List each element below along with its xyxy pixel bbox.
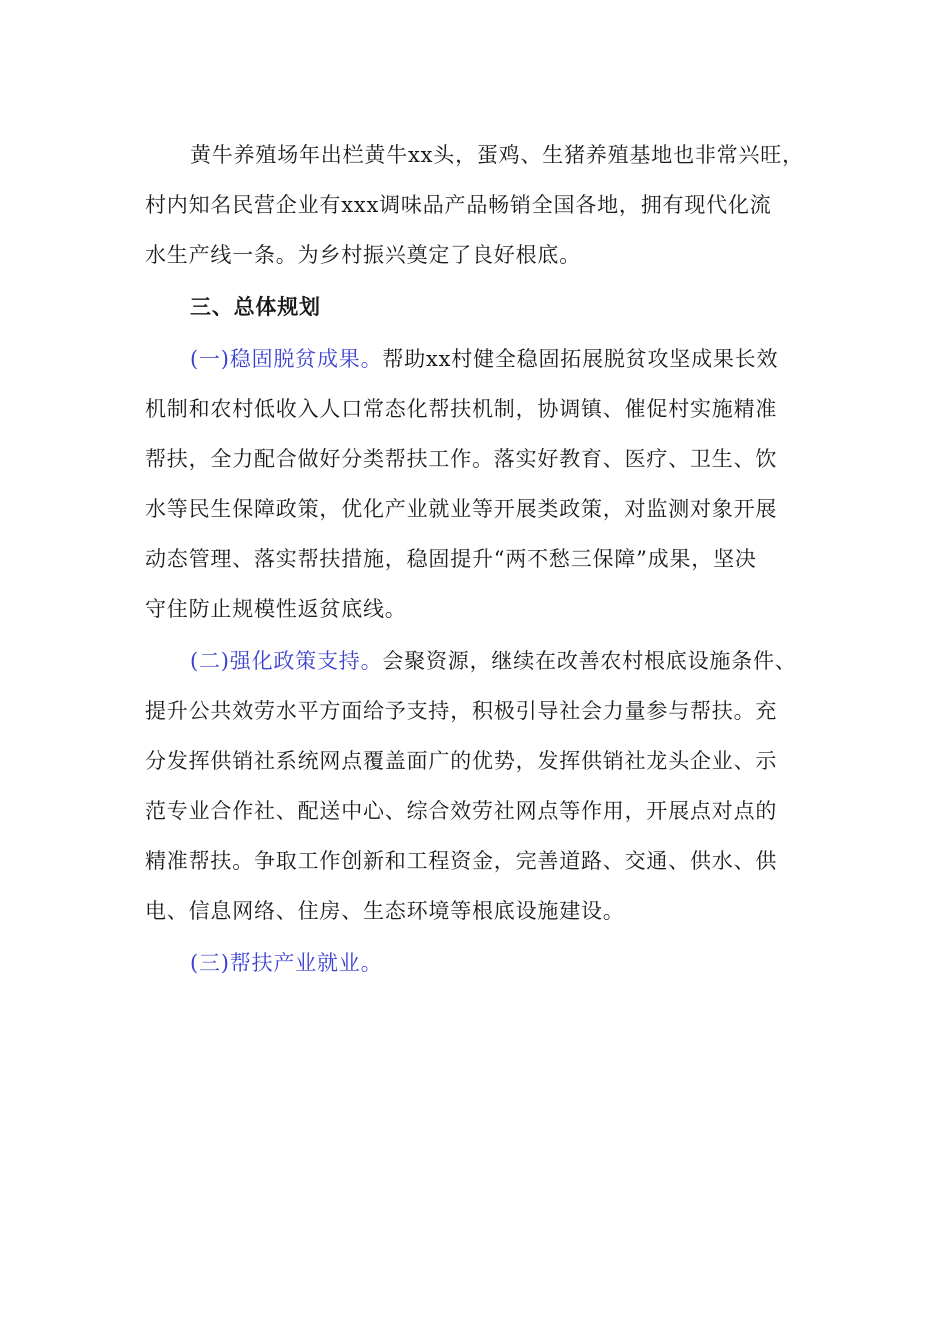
body-text-line: 精准帮扶。争取工作创新和工程资金，完善道路、交通、供水、供 [145, 849, 778, 873]
paragraph-first-line [190, 646, 797, 676]
body-text-line: 水生产线一条。为乡村振兴奠定了良好根底。 [145, 243, 581, 267]
body-text-line: 村内知名民营企业有xxx调味品产品畅销全国各地，拥有现代化流 [145, 193, 772, 217]
body-text-line: 分发挥供销社系统网点覆盖面广的优势，发挥供销社龙头企业、示 [145, 749, 778, 773]
body-text-line: 提升公共效劳水平方面给予支持，积极引导社会力量参与帮扶。充 [145, 699, 778, 723]
body-text-line: 守住防止规模性返贫底线。 [145, 597, 407, 621]
subsection-title: (三)帮扶产业就业。 [190, 951, 383, 975]
body-text: 帮助xx村健全稳固拓展脱贫攻坚成果长效 [382, 347, 779, 371]
body-text-line: 动态管理、落实帮扶措施，稳固提升“两不愁三保障”成果，坚决 [145, 547, 757, 571]
body-text-line: 机制和农村低收入人口常态化帮扶机制，协调镇、催促村实施精准 [145, 397, 778, 421]
subsection-title: (二)强化政策支持。 [190, 649, 383, 673]
body-text-line: 帮扶，全力配合做好分类帮扶工作。落实好教育、医疗、卫生、饮 [145, 447, 778, 471]
body-text-line: 水等民生保障政策，优化产业就业等开展类政策，对监测对象开展 [145, 497, 778, 521]
body-text-line: 范专业合作社、配送中心、综合效劳社网点等作用，开展点对点的 [145, 799, 778, 823]
body-text-line: 电、信息网络、住房、生态环境等根底设施建设。 [145, 899, 625, 923]
subsection-title: (一)稳固脱贫成果。 [190, 347, 383, 371]
section-heading: 三、总体规划 [190, 294, 321, 319]
paragraph-first-line [190, 344, 778, 374]
body-text-line: 黄牛养殖场年出栏黄牛xx头，蛋鸡、生猪养殖基地也非常兴旺， [190, 143, 804, 167]
body-text: 会聚资源，继续在改善农村根底设施条件、 [382, 649, 797, 673]
